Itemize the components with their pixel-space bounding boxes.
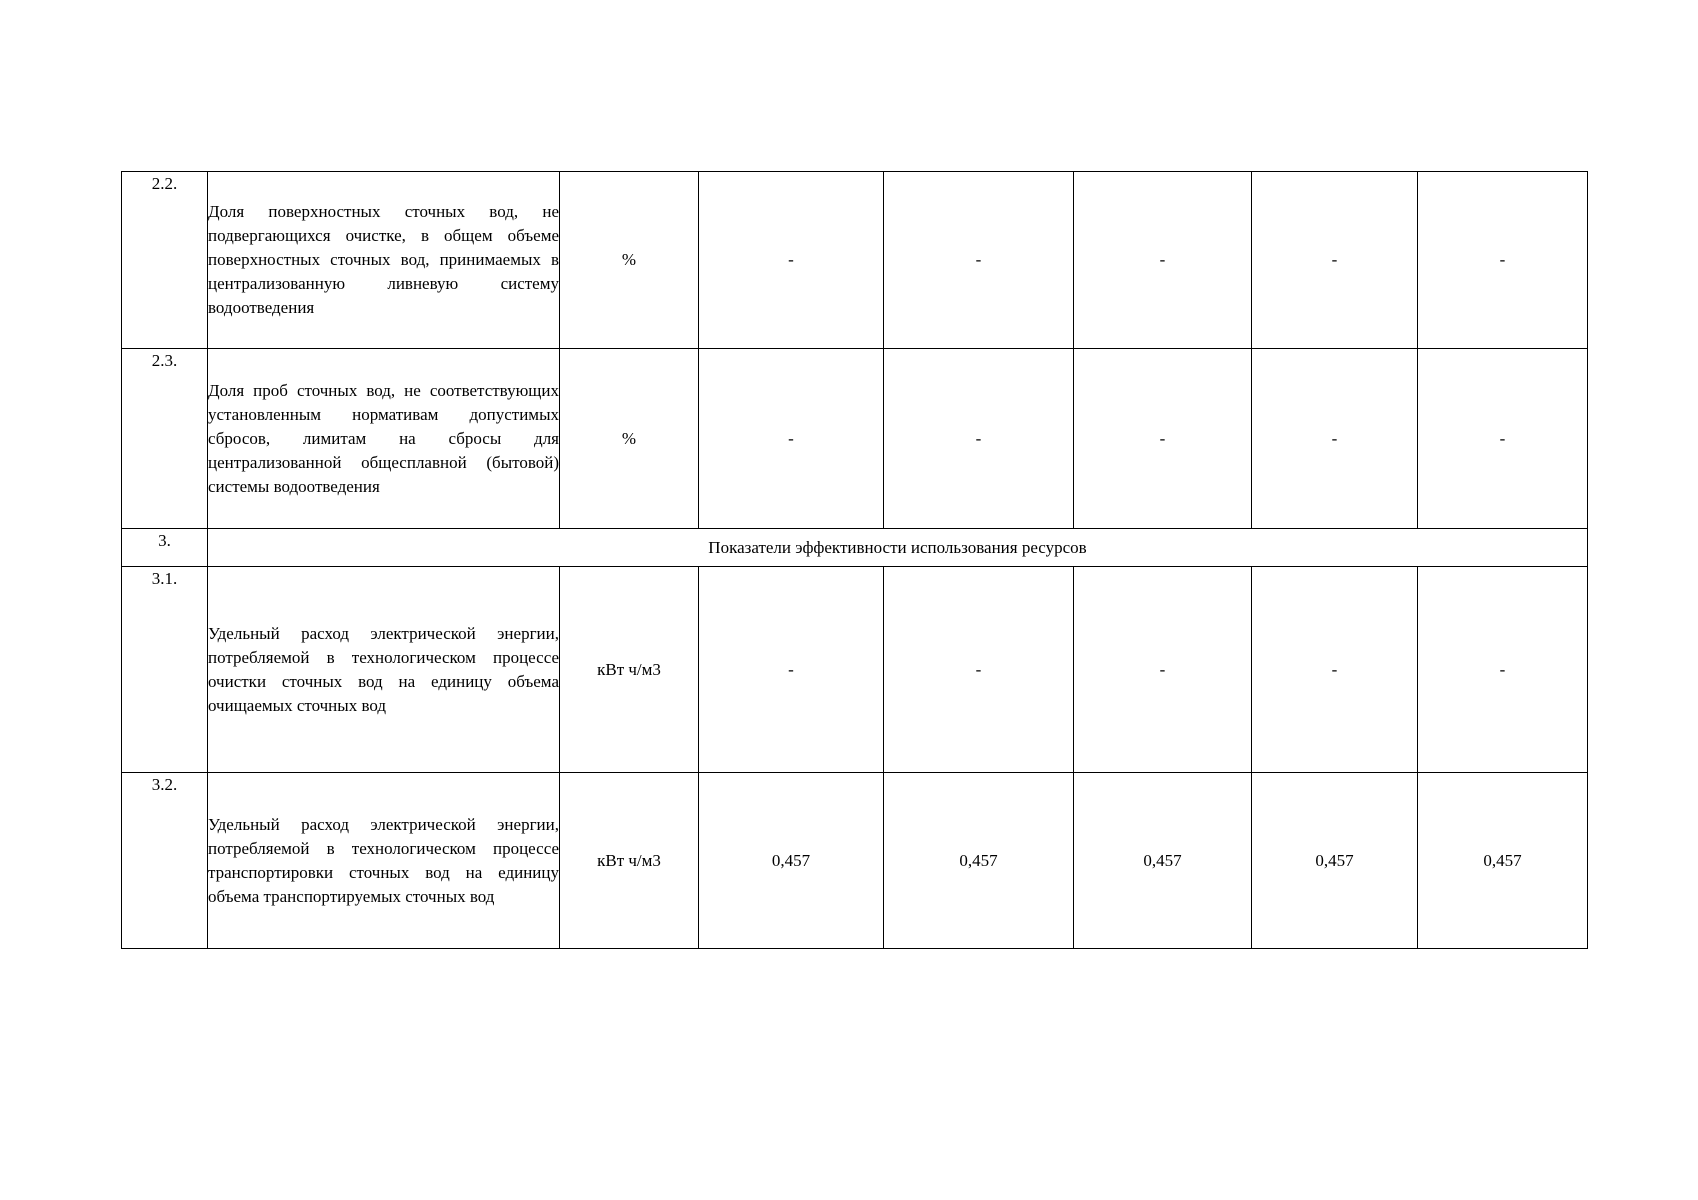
row-value: - — [884, 172, 1074, 349]
row-number: 2.2. — [122, 172, 208, 349]
indicators-table — [121, 171, 1588, 949]
row-description: Удельный расход электрической энергии, потребляемой в технологическом процессе очистки сточных вод на единицу объема очищаемых сточных вод — [208, 567, 560, 773]
row-value: 0,457 — [1252, 773, 1418, 949]
row-value: - — [1074, 172, 1252, 349]
row-value: 0,457 — [1074, 773, 1252, 949]
table-row — [122, 773, 1588, 949]
row-number: 3.1. — [122, 567, 208, 773]
row-value: - — [699, 349, 884, 529]
section-title: Показатели эффективности использования ресурсов — [208, 529, 1588, 567]
row-unit: кВт ч/м3 — [560, 773, 699, 949]
row-number: 3.2. — [122, 773, 208, 949]
row-value: - — [1074, 349, 1252, 529]
row-value: 0,457 — [699, 773, 884, 949]
row-value: 0,457 — [884, 773, 1074, 949]
row-value: - — [1418, 349, 1588, 529]
section-number: 3. — [122, 529, 208, 567]
table-row — [122, 349, 1588, 529]
row-number: 2.3. — [122, 349, 208, 529]
row-description: Удельный расход электрической энергии, потребляемой в технологическом процессе транспортировки сточных вод на единицу объема транспортируемых сточных вод — [208, 773, 560, 949]
row-value: - — [1252, 567, 1418, 773]
section-row — [122, 529, 1588, 567]
row-description: Доля проб сточных вод, не соответствующих установленным нормативам допустимых сбросов, лимитам на сбросы для централизованной общесплавной (бытовой) системы водоотведения — [208, 349, 560, 529]
row-value: - — [1252, 172, 1418, 349]
row-value: - — [1418, 567, 1588, 773]
row-unit: кВт ч/м3 — [560, 567, 699, 773]
row-value: - — [884, 567, 1074, 773]
table-row — [122, 567, 1588, 773]
row-value: - — [1252, 349, 1418, 529]
row-value: - — [1418, 172, 1588, 349]
row-description: Доля поверхностных сточных вод, не подвергающихся очистке, в общем объеме поверхностных сточных вод, принимаемых в централизованную ливневую систему водоотведения — [208, 172, 560, 349]
row-value: - — [1074, 567, 1252, 773]
row-value: - — [699, 172, 884, 349]
row-unit: % — [560, 349, 699, 529]
row-value: 0,457 — [1418, 773, 1588, 949]
row-value: - — [884, 349, 1074, 529]
row-unit: % — [560, 172, 699, 349]
table-row — [122, 172, 1588, 349]
row-value: - — [699, 567, 884, 773]
